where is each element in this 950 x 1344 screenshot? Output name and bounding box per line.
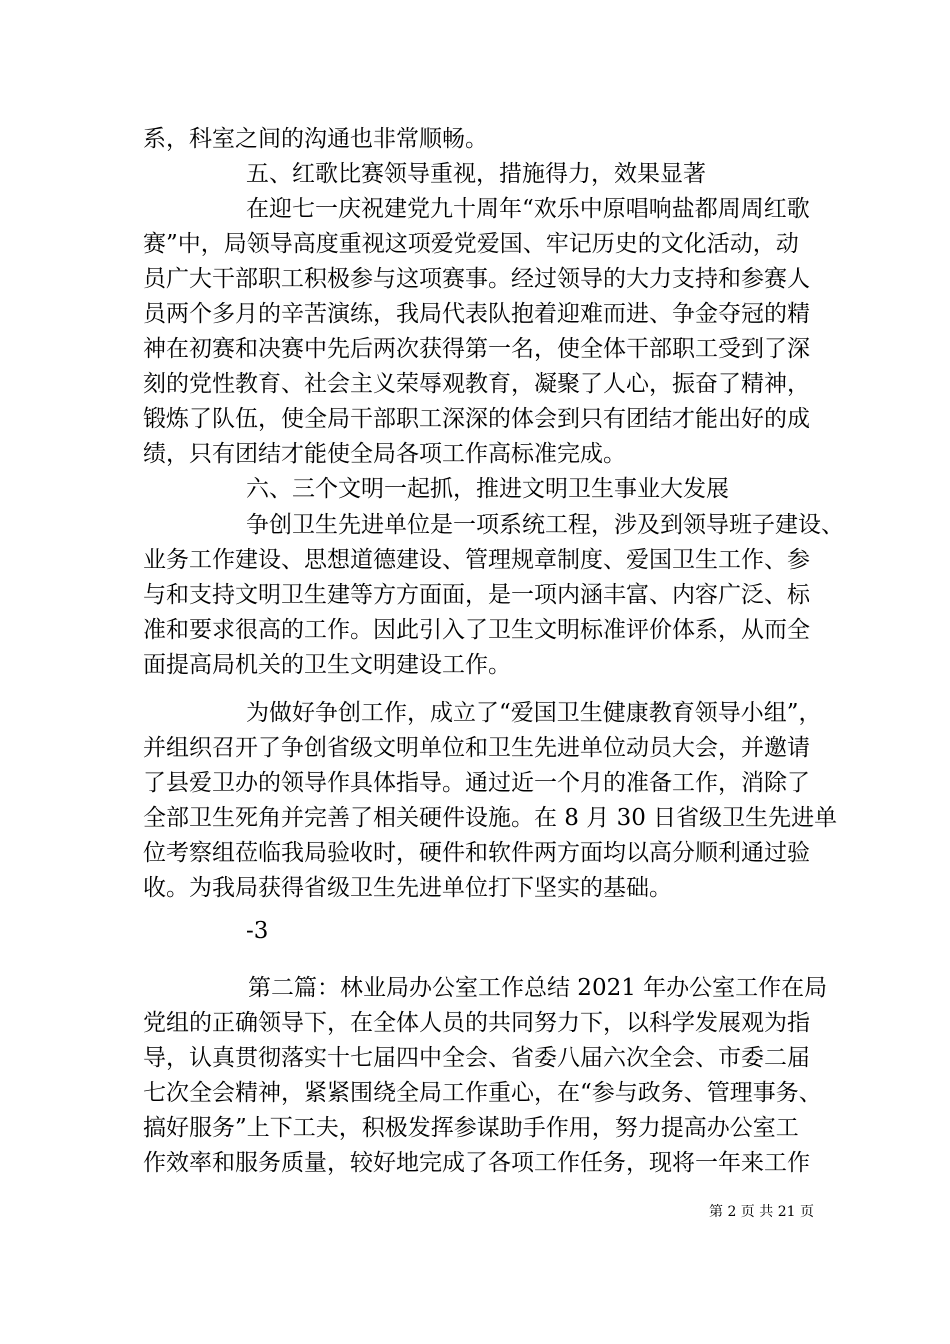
text-line: 位考察组莅临我局验收时，硬件和软件两方面均以高分顺利通过验 xyxy=(143,840,810,866)
text-line: 导，认真贯彻落实十七届四中全会、省委八届六次全会、市委二届 xyxy=(143,1045,810,1071)
text-line: 搞好服务”上下工夫，积极发挥参谋助手作用，努力提高办公室工 xyxy=(143,1115,799,1141)
text-line: 刻的党性教育、社会主义荣辱观教育，凝聚了人心，振奋了精神， xyxy=(143,371,810,397)
text-line: 了县爱卫办的领导作具体指导。通过近一个月的准备工作，消除了 xyxy=(143,770,810,796)
section-heading: 五、红歌比赛领导重视，措施得力，效果显著 xyxy=(246,161,706,187)
text-line: 准和要求很高的工作。因此引入了卫生文明标准评价体系，从而全 xyxy=(143,617,810,643)
section-heading: 第二篇：林业局办公室工作总结 2021 年办公室工作在局 xyxy=(248,975,828,1001)
text-line: 员两个多月的辛苦演练，我局代表队抱着迎难而进、争金夺冠的精 xyxy=(143,301,810,327)
text-line: 党组的正确领导下，在全体人员的共同努力下，以科学发展观为指 xyxy=(143,1010,810,1036)
page-number-footer: 第 2 页 共 21 页 xyxy=(709,1204,814,1220)
text-line: 收。为我局获得省级卫生先进单位打下坚实的基础。 xyxy=(143,875,672,901)
text-line: 与和支持文明卫生建等方方面面，是一项内涵丰富、内容广泛、标 xyxy=(143,582,810,608)
text-line: 面提高局机关的卫生文明建设工作。 xyxy=(143,652,511,678)
text-line: 并组织召开了争创省级文明单位和卫生先进单位动员大会，并邀请 xyxy=(143,735,810,761)
text-line: 赛”中，局领导高度重视这项爱党爱国、牢记历史的文化活动，动 xyxy=(143,231,799,257)
text-line: 锻炼了队伍，使全局干部职工深深的体会到只有团结才能出好的成 xyxy=(143,406,810,432)
text-line: 争创卫生先进单位是一项系统工程，涉及到领导班子建设、 xyxy=(246,512,844,538)
text-line: 作效率和服务质量，较好地完成了各项工作任务，现将一年来工作 xyxy=(143,1150,810,1176)
text-line: 系，科室之间的沟通也非常顺畅。 xyxy=(143,126,488,152)
text-line: 七次全会精神，紧紧围绕全局工作重心，在“参与政务、管理事务、 xyxy=(143,1080,822,1106)
text-line: 业务工作建设、思想道德建设、管理规章制度、爱国卫生工作、参 xyxy=(143,547,810,573)
text-line: 在迎七一庆祝建党九十周年“欢乐中原唱响盐都周周红歌 xyxy=(246,196,810,222)
text-line: 绩，只有团结才能使全局各项工作高标准完成。 xyxy=(143,441,626,467)
text-line: 全部卫生死角并完善了相关硬件设施。在 8 月 30 日省级卫生先进单 xyxy=(143,805,838,831)
text-line: 为做好争创工作，成立了“爱国卫生健康教育领导小组”， xyxy=(246,700,822,726)
section-heading: 六、三个文明一起抓，推进文明卫生事业大发展 xyxy=(246,476,729,502)
page-marker: -3 xyxy=(246,918,269,944)
text-line: 神在初赛和决赛中先后两次获得第一名，使全体干部职工受到了深 xyxy=(143,336,810,362)
text-line: 员广大干部职工积极参与这项赛事。经过领导的大力支持和参赛人 xyxy=(143,266,810,292)
